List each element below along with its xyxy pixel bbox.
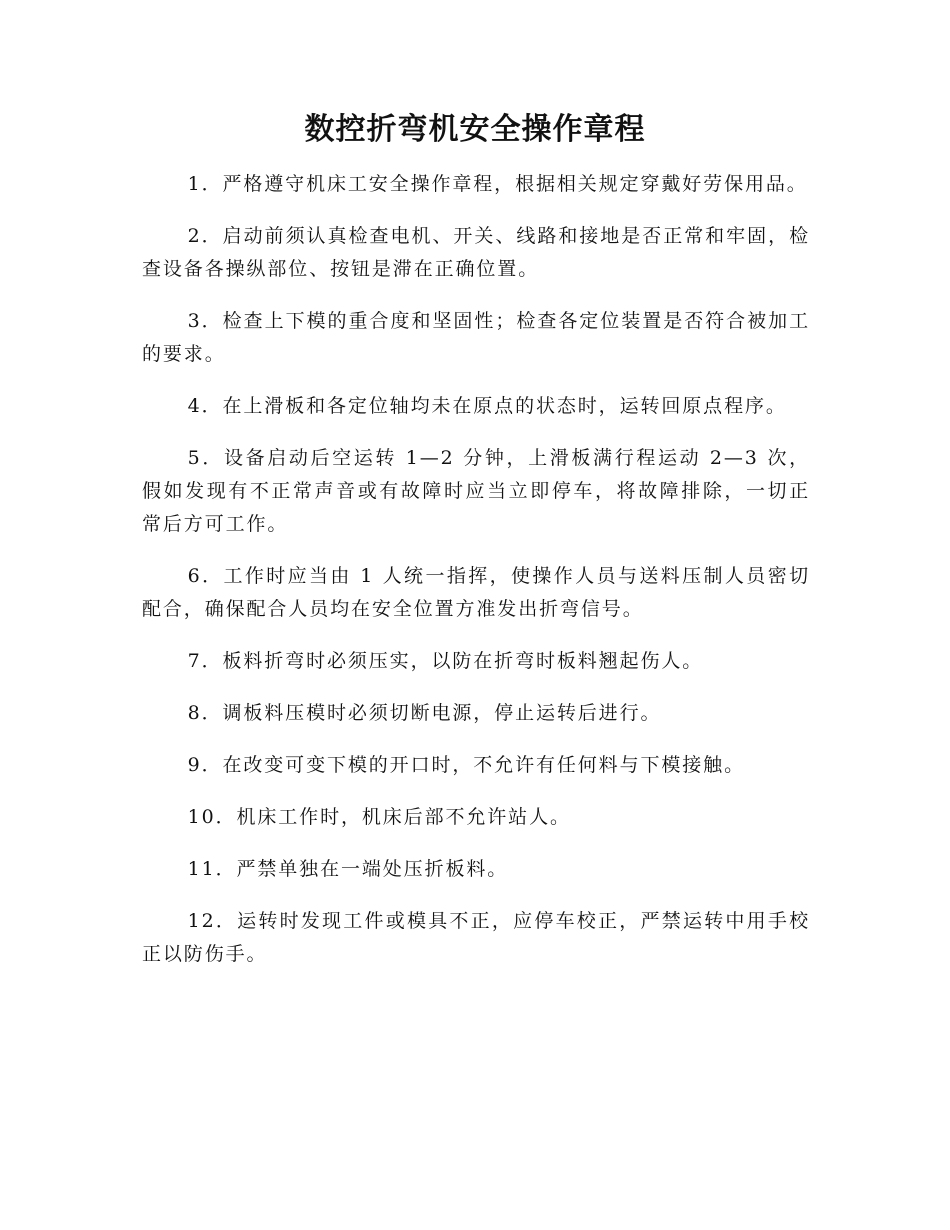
document-title: 数控折弯机安全操作章程	[304, 112, 646, 147]
rule-item-2: 2．启动前须认真检查电机、开关、线路和接地是否正常和牢固，检查设备各操纵部位、按钮是滞在正确位置。	[142, 225, 810, 280]
rule-item-7: 7．板料折弯时必须压实，以防在折弯时板料翘起伤人。	[187, 650, 704, 672]
rule-item-11: 11．严禁单独在一端处压折板料。	[187, 858, 509, 880]
rule-item-6: 6．工作时应当由 1 人统一指挥，使操作人员与送料压制人员密切配合，确保配合人员均在安全位置方准发出折弯信号。	[142, 565, 810, 620]
document-body	[142, 168, 810, 990]
rule-item-4: 4．在上滑板和各定位轴均未在原点的状态时，运转回原点程序。	[187, 395, 787, 417]
rule-item-5: 5．设备启动后空运转 1—2 分钟，上滑板满行程运动 2—3 次，假如发现有不正常声音或有故障时应当立即停车，将故障排除，一切正常后方可工作。	[142, 447, 810, 535]
rule-item-10: 10．机床工作时，机床后部不允许站人。	[187, 806, 571, 828]
rule-item-3: 3．检查上下模的重合度和坚固性；检查各定位装置是否符合被加工的要求。	[142, 310, 810, 365]
rule-item-9: 9．在改变可变下模的开口时，不允许有任何料与下模接触。	[187, 754, 745, 776]
rule-item-12: 12．运转时发现工件或模具不正，应停车校正，严禁运转中用手校正以防伤手。	[142, 910, 810, 965]
rule-item-8: 8．调板料压模时必须切断电源，停止运转后进行。	[187, 702, 662, 724]
rule-item-1: 1．严格遵守机床工安全操作章程，根据相关规定穿戴好劳保用品。	[187, 173, 808, 195]
